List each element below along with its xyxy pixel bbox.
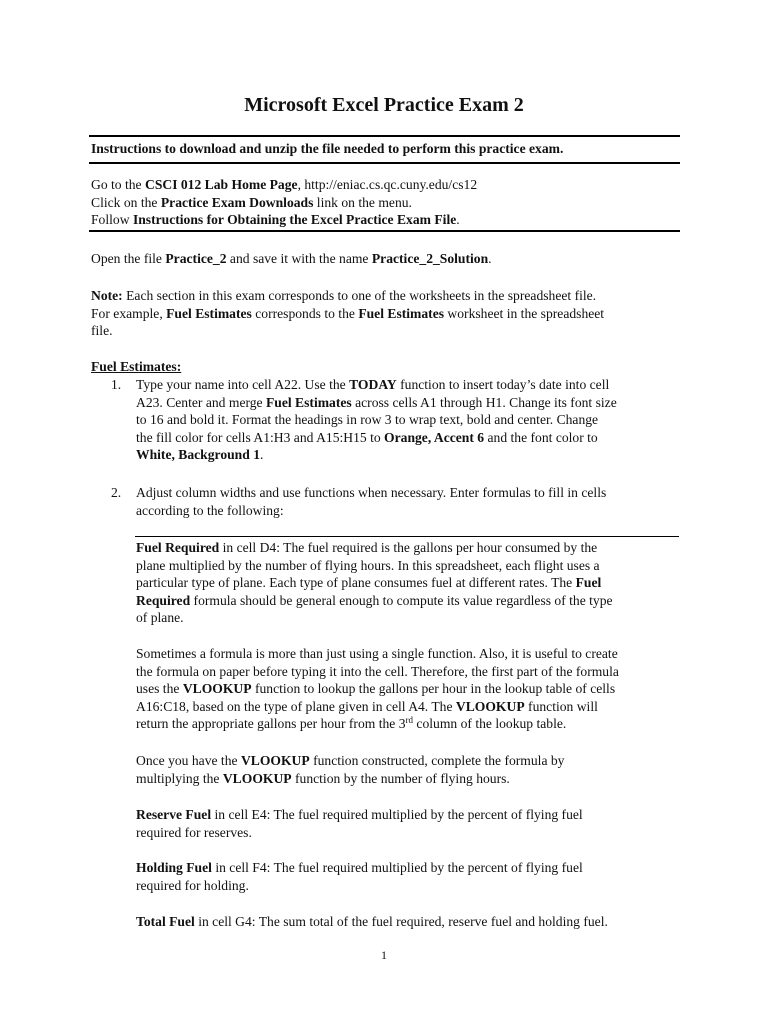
- divider-instructions: [89, 162, 680, 164]
- instructions-heading: Instructions to download and unzip the file needed to perform this practice exam.: [91, 141, 564, 156]
- document-page: Microsoft Excel Practice Exam 2 Instructions to download and unzip the file needed to perform this practice exam. Go to the CSCI 012 Lab Home Page, http://eniac.cs.qc.cuny.edu/cs12 Click on the Practice Exam Downloads link on the menu. Follow Instructions for Obtaining the Excel Practice Exam File. Open the file Practice_2 and save it with the name Practice_2_Solution. Note: Each section in this exam corresponds to one of the worksheets in the spreadsheet file. For example, Fuel Estimates corresponds to the Fuel Estimates worksheet in the spreadsheet file. Fuel Estimates: 1. Type your name into cell A22. Use the TODAY function to insert today’s date into cell A23. Center and merge Fuel Estimates across cells A1 through H1. Change its font size to 16 and bold it. Format the headings in row 3 to wrap text, bold and center. Change the fill color for cells A1:H3 and A15:H15 to Orange, Accent 6 and the font color to White, Background 1. 2. Adjust column widths and use functions when necessary. Enter formulas to fill in cells according to the following: Fuel Required in cell D4: The fuel required is the gallons per hour consumed by the plane multiplied by the number of flying hours. In this spreadsheet, each flight uses a particular type of plane. Each type of plane consumes fuel at different rates. The Fuel Required formula should be general enough to compute its value regardless of the type of plane. Sometimes a formula is more than just using a single function. Also, it is useful to create the formula on paper before typing it into the cell. Therefore, the first part of the formula uses the VLOOKUP function to lookup the gallons per hour in the lookup table of cells A16:C18, based on the type of plane given in cell A4. The VLOOKUP function will return the appropriate gallons per hour from the 3rd column of the lookup table. Once you have the VLOOKUP function constructed, complete the formula by multiplying the VLOOKUP function by the number of flying hours. Reserve Fuel in cell E4: The fuel required multiplied by the percent of flying fuel required for reserves. Holding Fuel in cell F4: The fuel required multiplied by the percent of flying fuel required for holding. Total Fuel in cell G4: The sum total of the fuel required, reserve fuel and holding fuel. 1: [0, 0, 768, 1024]
- reserve-fuel-paragraph: Reserve Fuel in cell E4: The fuel required multiplied by the percent of flying fuel required for reserves.: [136, 807, 583, 840]
- page-title: Microsoft Excel Practice Exam 2: [244, 94, 524, 116]
- fuel-required-paragraph: Fuel Required in cell D4: The fuel required is the gallons per hour consumed by the plane multiplied by the number of flying hours. In this spreadsheet, each flight uses a particular type of plane. Each type of plane consumes fuel at different rates. The Fuel Required formula should be general enough to compute its value regardless of the type of plane.: [136, 540, 613, 626]
- list-item-2-text: Adjust column widths and use functions when necessary. Enter formulas to fill in cells according to the following:: [136, 485, 607, 518]
- sometimes-paragraph: Sometimes a formula is more than just using a single function. Also, it is useful to create the formula on paper before typing it into the cell. Therefore, the first part of the formula uses the VLOOKUP function to lookup the gallons per hour in the lookup table of cells A16:C18, based on the type of plane given in cell A4. The VLOOKUP function will return the appropriate gallons per hour from the 3rd column of the lookup table.: [136, 646, 619, 732]
- note-block: Note: Each section in this exam corresponds to one of the worksheets in the spreadsheet file. For example, Fuel Estimates corresponds to the Fuel Estimates worksheet in the spreadsheet file.: [91, 288, 605, 339]
- open-file-line: Open the file Practice_2 and save it with the name Practice_2_Solution.: [91, 251, 492, 266]
- divider-bottom: [89, 230, 680, 232]
- instructions-block: [91, 176, 679, 229]
- divider-formulas: [135, 536, 679, 537]
- once-paragraph: Once you have the VLOOKUP function constructed, complete the formula by multiplying the VLOOKUP function by the number of flying hours.: [136, 753, 565, 786]
- follow-line: Follow Instructions for Obtaining the Excel Practice Exam File.: [91, 212, 460, 228]
- page-number: 1: [381, 948, 387, 962]
- section-heading: Fuel Estimates:: [91, 359, 182, 374]
- total-fuel-paragraph: Total Fuel in cell G4: The sum total of the fuel required, reserve fuel and holding fuel.: [136, 914, 608, 929]
- divider-top: [89, 135, 680, 137]
- click-line: Click on the Practice Exam Downloads link on the menu.: [91, 194, 412, 210]
- list-item-1-text: Type your name into cell A22. Use the TODAY function to insert today’s date into cell A23. Center and merge Fuel Estimates across cells A1 through H1. Change its font size to 16 and bold it. Format the headings in row 3 to wrap text, bold and center. Change the fill color for cells A1:H3 and A15:H15 to Orange, Accent 6 and the font color to White, Background 1.: [136, 377, 617, 463]
- goto-line: Go to the CSCI 012 Lab Home Page, http://eniac.cs.qc.cuny.edu/cs12: [91, 177, 478, 192]
- holding-fuel-paragraph: Holding Fuel in cell F4: The fuel required multiplied by the percent of flying fuel required for holding.: [136, 860, 583, 893]
